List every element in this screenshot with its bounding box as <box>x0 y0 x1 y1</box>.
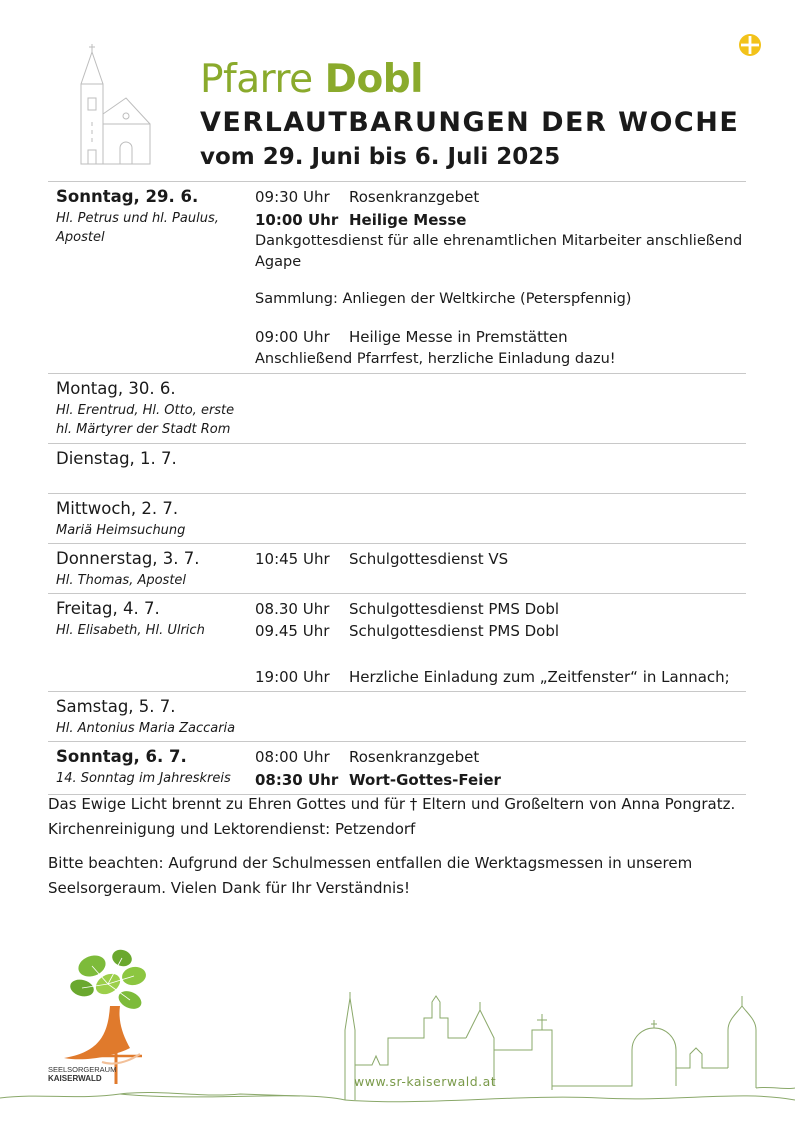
cross-badge-icon <box>738 33 762 57</box>
day-name: Samstag, 5. 7. <box>56 697 176 716</box>
day-row-monday-30-6 <box>48 374 746 444</box>
feast-line: Hl. Erentrud, Hl. Otto, erste <box>56 402 235 418</box>
feast-line: Apostel <box>56 230 105 245</box>
day-row-thursday-3-7 <box>48 544 746 594</box>
day-name: Mittwoch, 2. 7. <box>56 498 179 518</box>
feast-name: Hl. Elisabeth, Hl. Ulrich <box>56 622 205 638</box>
event-time: 09.45 Uhr <box>255 622 330 640</box>
event-title: Heilige Messe <box>349 210 467 229</box>
event-title: Herzliche Einladung zum „Zeitfenster“ in Lannach; <box>349 667 730 686</box>
event-title: Schulgottesdienst PMS Dobl <box>349 622 560 640</box>
page-title: VERLAUTBARUNGEN DER WOCHE <box>200 107 740 138</box>
feast-name: Hl. Antonius Maria Zaccaria <box>56 721 236 736</box>
day-row-saturday-5-7 <box>48 692 746 742</box>
event-row <box>255 620 746 643</box>
logo-line2: KAISERWALD <box>48 1074 102 1083</box>
feast-name: Hl. Thomas, Apostel <box>56 572 187 588</box>
feast-name <box>56 401 252 439</box>
event-time: 09:30 Uhr <box>255 188 330 206</box>
brand-name: Dobl <box>324 57 424 102</box>
event-row <box>255 326 746 349</box>
notice-note: Bitte beachten: Aufgrund der Schulmessen entfallen die Werktagsmessen in unserem Seelsorgeraum. Vielen Dank für Ihr Verständnis! <box>48 854 693 897</box>
cleaning-note: Kirchenreinigung und Lektorendienst: Petzendorf <box>48 819 416 838</box>
event-title: Wort-Gottes-Feier <box>349 770 501 789</box>
brand-prefix: Pfarre <box>200 57 313 102</box>
day-row-sunday-29-6 <box>48 182 746 374</box>
weekly-schedule <box>48 181 746 795</box>
day-name: Sonntag, 6. 7. <box>56 747 187 766</box>
event-time: 10:45 Uhr <box>255 549 330 568</box>
parish-brand <box>200 58 423 102</box>
day-name: Freitag, 4. 7. <box>56 598 160 618</box>
date-range: vom 29. Juni bis 6. Juli 2025 <box>200 144 561 170</box>
event-row <box>255 746 746 769</box>
event-time: 09:00 Uhr <box>255 328 330 346</box>
logo-line1: SEELSORGERAUM <box>48 1065 117 1074</box>
day-row-tuesday-1-7 <box>48 444 746 494</box>
day-name: Dienstag, 1. 7. <box>56 448 177 468</box>
event-title: Heilige Messe in Premstätten <box>349 328 568 346</box>
event-row <box>255 666 746 689</box>
event-time: 08.30 Uhr <box>255 599 330 618</box>
event-time: 08:00 Uhr <box>255 748 330 766</box>
event-title: Rosenkranzgebet <box>349 748 480 766</box>
feast-name: Mariä Heimsuchung <box>56 522 186 538</box>
day-name: Donnerstag, 3. 7. <box>56 548 200 568</box>
event-note: Anschließend Pfarrfest, herzliche Einladung dazu! <box>255 350 616 367</box>
feast-line: hl. Märtyrer der Stadt Rom <box>56 421 231 437</box>
eternal-light-note: Das Ewige Licht brennt zu Ehren Gottes und für † Eltern und Großeltern von Anna Pongratz. <box>48 795 736 813</box>
event-title: Schulgottesdienst PMS Dobl <box>349 599 560 618</box>
announcements <box>48 792 748 910</box>
feast-name: 14. Sonntag im Jahreskreis <box>56 771 231 786</box>
day-name: Montag, 30. 6. <box>56 378 176 398</box>
event-time: 19:00 Uhr <box>255 667 330 686</box>
event-note: Dankgottesdienst für alle ehrenamtlichen Mitarbeiter anschließend Agape <box>255 233 743 270</box>
event-title: Rosenkranzgebet <box>349 188 480 206</box>
event-title: Schulgottesdienst VS <box>349 549 509 568</box>
event-row <box>255 209 746 232</box>
town-skyline-drawing <box>0 990 795 1124</box>
feast-name <box>56 209 252 247</box>
day-row-sunday-6-7 <box>48 742 746 795</box>
collection-note: Sammlung: Anliegen der Weltkirche (Peterspfennig) <box>255 291 632 307</box>
event-row <box>255 769 746 792</box>
day-row-friday-4-7 <box>48 594 746 693</box>
event-time: 10:00 Uhr <box>255 210 339 229</box>
day-name: Sonntag, 29. 6. <box>56 187 199 206</box>
event-row <box>255 186 746 209</box>
church-icon <box>74 42 154 166</box>
day-row-wednesday-2-7 <box>48 494 746 544</box>
event-time: 08:30 Uhr <box>255 770 339 789</box>
website-link[interactable]: www.sr-kaiserwald.at <box>354 1074 497 1089</box>
feast-line: Hl. Petrus und hl. Paulus, <box>56 211 219 226</box>
event-row <box>255 548 746 571</box>
event-row <box>255 598 746 621</box>
